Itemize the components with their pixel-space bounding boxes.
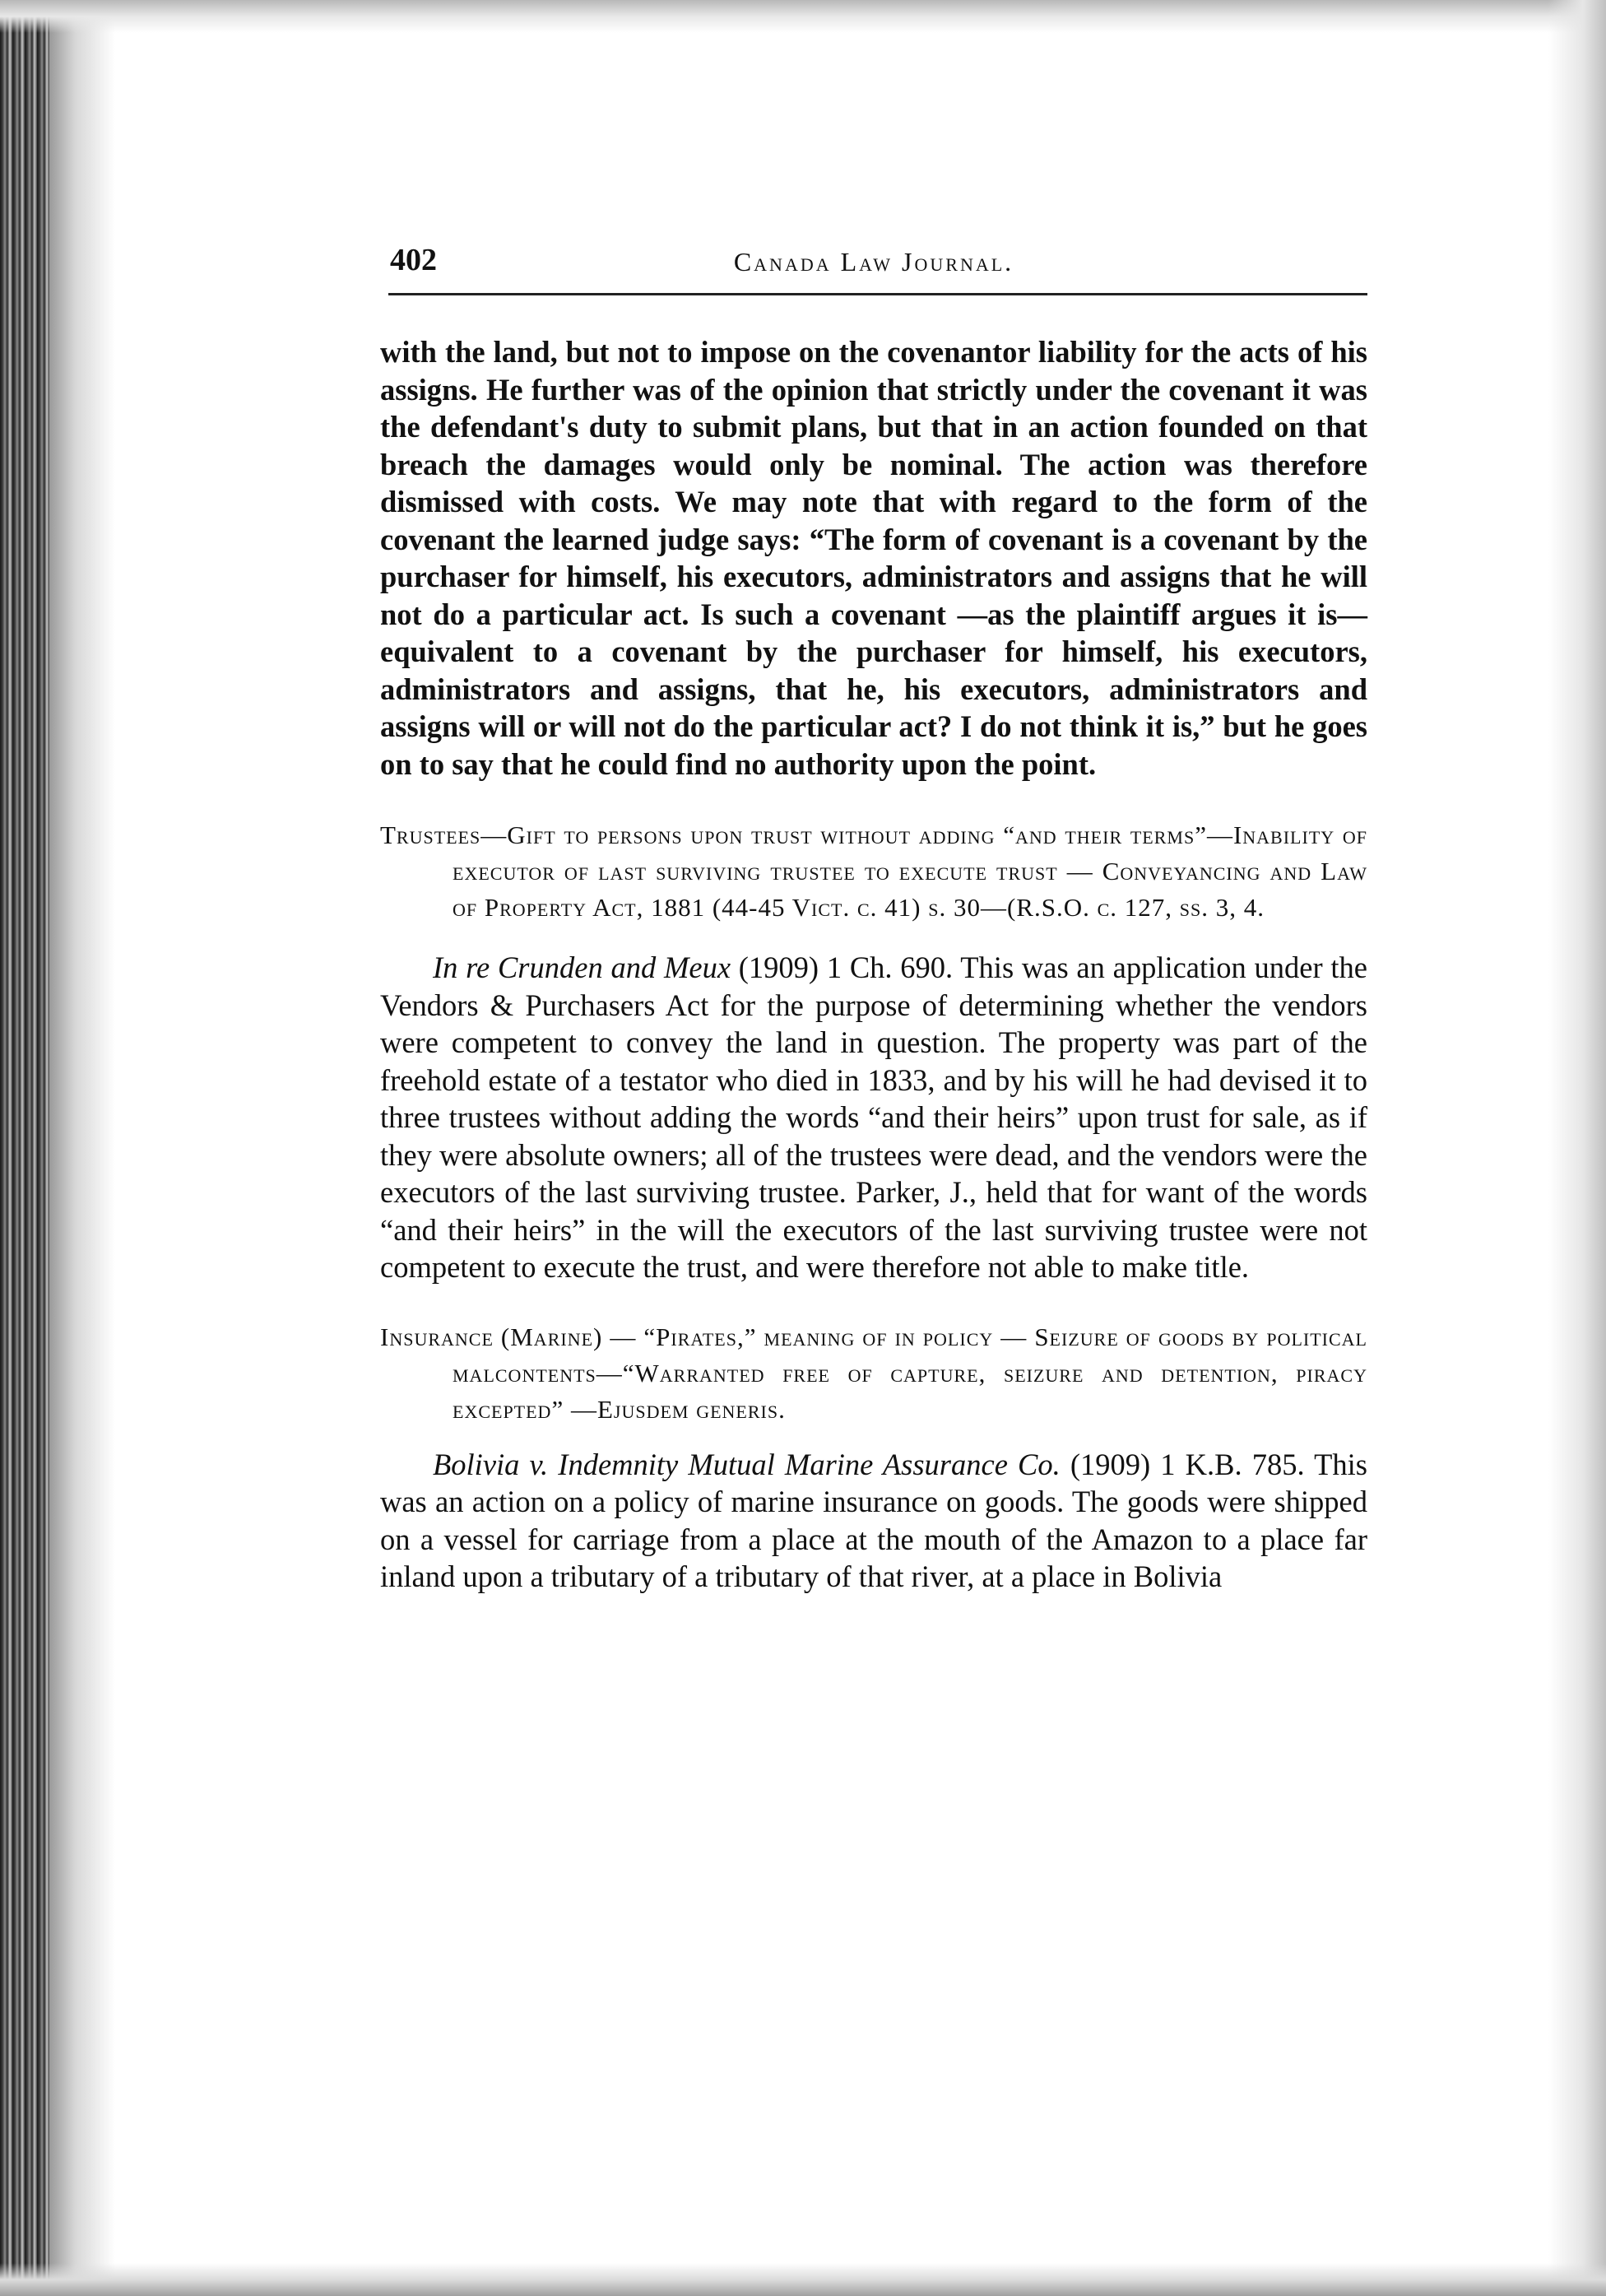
case-name-bolivia: Bolivia v. Indemnity Mutual Marine Assurance Co. [433,1447,1061,1481]
journal-title: Canada Law Journal. [733,247,1014,277]
header-rule [388,293,1367,295]
case-body-bolivia: (1909) 1 K.B. 785. This was an action on a policy of marine insurance on goods. The goods were shipped on a vessel for carriage from a place at the mouth of the Amazon to a place far inland upon a tributary of a tributary of that river, at a place in Bolivia [380,1447,1367,1593]
case-paragraph-bolivia [380,1446,1367,1596]
case-name-crunden: In re Crunden and Meux [433,950,731,984]
page-top-edge [0,0,1606,33]
continuation-paragraph: with the land, but not to impose on the covenantor liability for the acts of his assigns. He further was of the opinion that strictly under the covenant it was the defendant's duty to submit plans, but that in an action founded on that breach the damages would only be nominal. The action was therefore dismissed with costs. We may note that with regard to the form of the covenant the learned judge says: “The form of covenant is a covenant by the purchaser for himself, his executors, administrators and assigns that he will not do a particular act. Is such a covenant —as the plaintiff argues it is—equivalent to a covenant by the purchaser for himself, his executors, administrators and assigns, that he, his executors, administrators and assigns will or will not do the particular act? I do not think it is,” but he goes on to say that he could find no authority upon the point. [380,335,1367,781]
section-heading-insurance: Insurance (Marine) — “Pirates,” meaning of in policy — Seizure of goods by political malcontents—“Warranted free of capture, seizure and detention, piracy excepted” —Ejusdem generis. [380,1322,1367,1424]
case-paragraph-crunden [380,949,1367,1286]
document-page [380,239,1367,1593]
page-number: 402 [390,243,437,277]
binding-shadow [49,0,115,2296]
section-heading-trustees: Trustees—Gift to persons upon trust without adding “and their terms”—Inability of executor of last surviving trustee to execute trust — Conveyancing and Law of Property Act, 1881 (44-45 Vict. c. 41) s. 30—(R.S.O. c. 127, ss. 3, 4. [380,820,1367,922]
book-binding-edge [0,0,49,2296]
case-body-crunden: (1909) 1 Ch. 690. This was an application under the Vendors & Purchasers Act for the purpose of determining whether the vendors were competent to convey the land in question. The property was part of the freehold estate of a testator who died in 1833, and by his will he had devised it to three trustees without adding the words “and their heirs” upon trust for sale, as if they were absolute owners; all of the trustees were dead, and the vendors were the executors of the last surviving trustee. Parker, J., held that for want of the words “and their heirs” in the will the executors of the last surviving trustee were not competent to execute the trust, and were therefore not able to make title. [380,950,1367,1284]
page-right-edge [1548,0,1606,2296]
page-bottom-edge [0,2263,1606,2296]
running-header [380,239,1367,288]
page-body [380,333,1367,1596]
